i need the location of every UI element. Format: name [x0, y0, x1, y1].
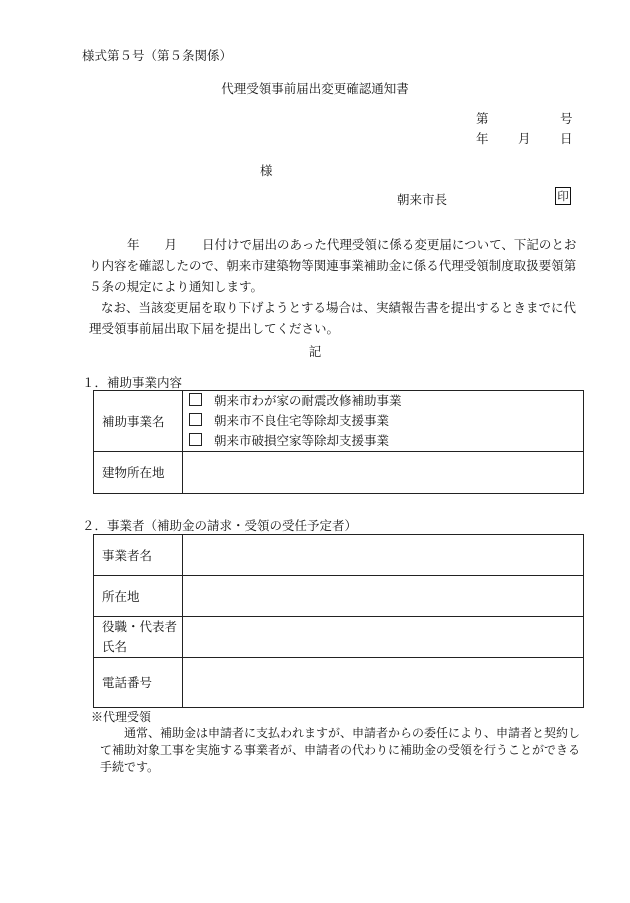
issuer-name: 朝来市長	[397, 192, 448, 207]
date-month: 月	[518, 131, 531, 146]
number-suffix: 号	[560, 111, 573, 126]
date-day: 日	[560, 131, 573, 146]
contractor-address-row	[94, 576, 584, 617]
contractor-name-field[interactable]	[183, 535, 584, 576]
document-title: 代理受領事前届出変更確認通知書	[221, 81, 409, 96]
representative-label	[94, 617, 183, 658]
contractor-name-label: 事業者名	[94, 535, 183, 576]
representative-row	[94, 617, 584, 658]
representative-label-line1: 役職・代表者	[102, 619, 178, 634]
ki-heading: 記	[308, 344, 322, 359]
representative-field[interactable]	[183, 617, 584, 658]
subsidy-option-label: 朝来市破損空家等除却支援事業	[214, 433, 390, 448]
date-year: 年	[476, 131, 489, 146]
phone-field[interactable]	[183, 658, 584, 708]
checkbox-icon[interactable]	[189, 393, 202, 406]
building-location-row	[94, 452, 584, 494]
contractor-address-field[interactable]	[183, 576, 584, 617]
building-location-field[interactable]	[183, 452, 584, 494]
section1-heading: １．補助事業内容	[82, 375, 183, 390]
section2-heading: ２．事業者（補助金の請求・受領の受任予定者）	[82, 518, 358, 533]
body-paragraph-2: なお、当該変更届を取り下げようとする場合は、実績報告書を提出するときまでに代理受領事前届出取下届を提出してください。	[89, 300, 577, 336]
contractor-name-row	[94, 535, 584, 576]
representative-label-line2: 氏名	[102, 639, 128, 654]
subsidy-option-label: 朝来市不良住宅等除却支援事業	[214, 413, 390, 428]
seal-mark: 印	[555, 187, 571, 205]
note-heading: ※代理受領	[91, 710, 152, 724]
form-number: 様式第５号（第５条関係）	[82, 48, 233, 63]
contractor-address-label: 所在地	[94, 576, 183, 617]
subsidy-option-3[interactable]	[183, 431, 583, 451]
subsidy-option-1[interactable]	[183, 391, 583, 411]
subsidy-option-label: 朝来市わが家の耐震改修補助事業	[214, 393, 402, 408]
subsidy-row	[94, 391, 584, 452]
subsidy-name-label: 補助事業名	[94, 391, 183, 452]
body-paragraph-1: 年 月 日付けで届出のあった代理受領に係る変更届について、下記のとおり内容を確認したので、朝来市建築物等関連事業補助金に係る代理受領制度取扱要領第５条の規定により通知します。	[89, 237, 577, 294]
addressee-suffix: 様	[260, 163, 273, 178]
subsidy-option-2[interactable]	[183, 411, 583, 431]
phone-label: 電話番号	[94, 658, 183, 708]
checkbox-icon[interactable]	[189, 413, 202, 426]
note-text: 通常、補助金は申請者に支払われますが、申請者からの委任により、申請者と契約して補助対象工事を実施する事業者が、申請者の代わりに補助金の受領を行うことができる手続です。	[100, 726, 581, 774]
body-text	[89, 234, 579, 339]
checkbox-icon[interactable]	[189, 433, 202, 446]
phone-row	[94, 658, 584, 708]
subsidy-options	[183, 391, 584, 452]
building-location-label: 建物所在地	[94, 452, 183, 494]
contractor-table	[93, 534, 584, 708]
subsidy-content-table	[93, 390, 584, 494]
number-prefix: 第	[476, 111, 489, 126]
